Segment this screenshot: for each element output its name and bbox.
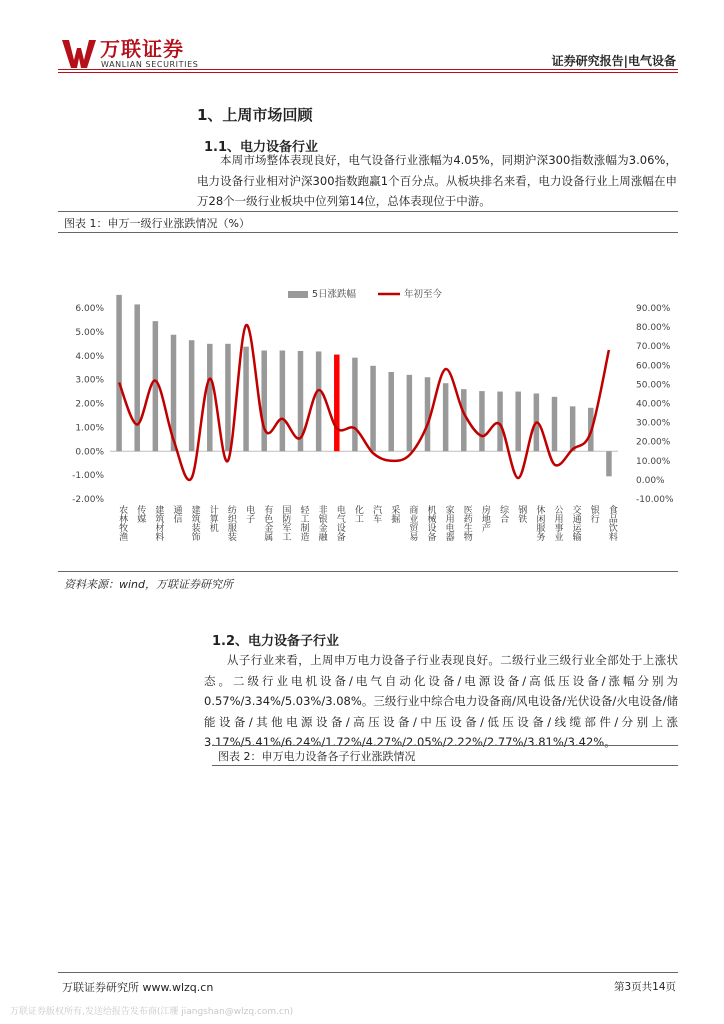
figure1-title: 图表 1：申万一级行业涨跌情况（%）: [64, 217, 250, 230]
bar-商业贸易: [407, 375, 413, 451]
right-axis-tick: 80.00%: [636, 323, 671, 334]
category-label: 国防军工: [280, 505, 291, 541]
right-axis-tick: -10.00%: [636, 495, 674, 505]
header-divider: [58, 69, 678, 70]
section1-paragraph: 本周市场整体表现良好，电气设备行业涨幅为4.05%，同期沪深300指数涨幅为3.06%，电力设备行业相对沪深300指数跑赢1个百分点。从板块排名来看，电力设备行业上周涨幅在申万28个一级行业板块中位列第14位，总体表现位于中游。: [197, 153, 677, 208]
section2-paragraph: 从子行业来看，上周申万电力设备子行业表现良好。二级行业三级行业全部处于上涨状态。二级行业电机设备/电气自动化设备/电源设备/高低压设备/涨幅分别为0.57%/3.34%/5.03%/3.08%。三级行业中综合电力设备商/风电设备/光伏设备/火电设备/储能设备/其他电源设备/高压设备/中压设备/低压设备/线缆部件/分别上涨3.17%/5.41%/6.24%/1.72%/4.27%/2.05%/2.22%/2.77%/3.81%/3.42%。: [204, 653, 678, 749]
category-label: 商业贸易: [407, 505, 418, 541]
right-axis-tick: 20.00%: [636, 437, 671, 448]
bar-公用事业: [552, 397, 558, 451]
left-axis-tick: 3.00%: [75, 375, 104, 386]
right-axis-tick: 30.00%: [636, 418, 671, 429]
category-label: 采掘: [389, 505, 400, 523]
legend-bar-label: 5日涨跌幅: [312, 289, 357, 300]
category-label: 轻工制造: [298, 505, 309, 541]
category-label: 有色金属: [262, 505, 273, 541]
bar-化工: [352, 358, 358, 452]
watermark: 万联证券版权所有,发送给报告发布商(江珊 jiangshan@wlzq.com.cn): [10, 1007, 294, 1017]
category-label: 建筑材料: [153, 505, 164, 541]
category-label: 食品饮料: [606, 505, 617, 541]
category-label: 汽车: [371, 505, 382, 523]
category-label: 机械设备: [425, 505, 436, 541]
left-axis-tick: 2.00%: [75, 399, 104, 410]
category-label: 电气设备: [334, 505, 345, 541]
figure2-title: 图表 2：申万电力设备各子行业涨跌情况: [218, 750, 416, 763]
figure1-source: 资料来源：wind，万联证券研究所: [64, 578, 234, 591]
left-axis-tick: -1.00%: [72, 471, 104, 482]
bar-国防军工: [280, 350, 286, 451]
bar-食品饮料: [606, 451, 612, 476]
left-axis-tick: 4.00%: [75, 351, 104, 362]
category-label: 农林牧渔: [117, 505, 128, 541]
category-label: 建筑装饰: [189, 505, 200, 541]
right-axis-tick: 90.00%: [636, 304, 671, 314]
right-axis-tick: 10.00%: [636, 456, 671, 467]
figure1-title-rule: [58, 232, 678, 233]
subsection-title-2: 1.2、电力设备子行业: [212, 634, 340, 649]
bar-非银金融: [316, 351, 322, 451]
bar-电气设备: [334, 355, 340, 452]
bar-传媒: [134, 304, 140, 451]
category-label: 综合: [498, 505, 509, 523]
legend-bar-swatch: [288, 291, 308, 298]
bar-纺织服装: [225, 344, 231, 451]
right-axis-tick: 60.00%: [636, 361, 671, 372]
figure1-top-rule: [58, 211, 678, 212]
bar-农林牧渔: [116, 295, 122, 451]
category-label: 房地产: [479, 505, 490, 532]
left-axis-tick: 0.00%: [75, 447, 104, 458]
left-axis-tick: 6.00%: [75, 304, 104, 314]
bar-采掘: [388, 372, 394, 451]
category-label: 交通运输: [570, 505, 581, 541]
header-divider-thin: [58, 72, 678, 73]
figure1-bottom-rule: [58, 571, 678, 572]
footer-divider: [58, 972, 678, 973]
brand-name-en: WANLIAN SECURITIES: [101, 60, 199, 69]
bar-医药生物: [461, 389, 467, 451]
bar-综合: [497, 392, 503, 452]
bar-机械设备: [425, 377, 431, 451]
bar-建筑材料: [153, 321, 159, 451]
right-axis-tick: 0.00%: [636, 475, 665, 486]
category-label: 计算机: [207, 505, 218, 532]
category-label: 银行: [588, 505, 599, 523]
left-axis-tick: -2.00%: [72, 495, 104, 505]
figure2-title-rule: [212, 765, 678, 766]
category-label: 化工: [352, 505, 363, 523]
bar-有色金属: [261, 350, 267, 451]
bar-电子: [243, 347, 249, 452]
wanlian-logo-icon: [62, 38, 96, 70]
subsection-title-1: 1.1、电力设备行业: [204, 140, 319, 155]
section-title: 1、上周市场回顾: [197, 106, 313, 124]
category-label: 通信: [171, 505, 182, 523]
bar-钢铁: [515, 392, 521, 452]
category-label: 传媒: [135, 505, 146, 523]
brand-name-cn: 万联证券: [100, 37, 184, 61]
category-label: 休闲服务: [534, 505, 545, 541]
left-axis-tick: 5.00%: [75, 327, 104, 338]
category-label: 医药生物: [461, 505, 472, 541]
right-axis-tick: 70.00%: [636, 342, 671, 353]
bar-交通运输: [570, 406, 576, 451]
bar-房地产: [479, 391, 485, 451]
category-label: 电子: [244, 505, 255, 523]
category-label: 公用事业: [552, 505, 563, 541]
legend-line-label: 年初至今: [404, 289, 443, 300]
category-label: 钢铁: [516, 505, 527, 523]
page-number: 第3页共14页: [613, 981, 676, 993]
industry-chart: [58, 280, 678, 570]
left-axis-tick: 1.00%: [75, 423, 104, 434]
category-label: 非银金融: [316, 505, 327, 541]
category-label: 家用电器: [443, 505, 454, 541]
bar-计算机: [207, 344, 213, 451]
category-label: 纺织服装: [225, 505, 236, 541]
bar-建筑装饰: [189, 340, 195, 451]
report-type: 证券研究报告|电气设备: [551, 54, 676, 68]
right-axis-tick: 40.00%: [636, 399, 671, 410]
figure2-top-rule: [212, 745, 678, 746]
footer-company: 万联证券研究所 www.wlzq.cn: [62, 981, 214, 994]
bar-家用电器: [443, 383, 449, 451]
bar-汽车: [370, 366, 376, 451]
right-axis-tick: 50.00%: [636, 380, 671, 391]
